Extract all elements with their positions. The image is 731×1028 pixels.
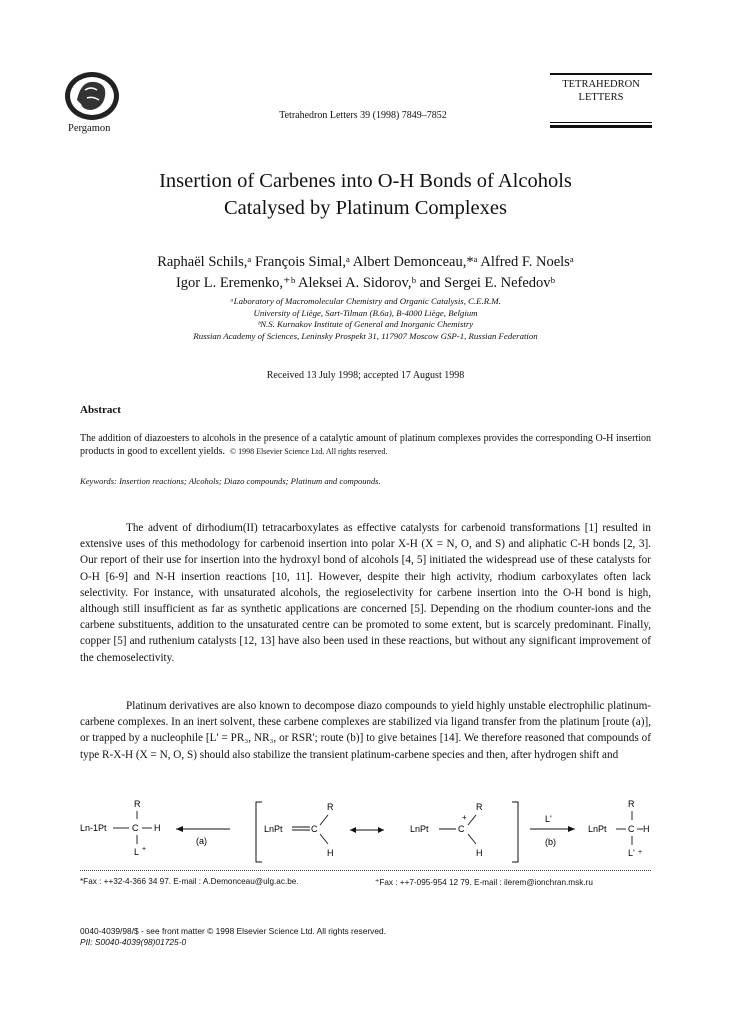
scheme-h: H (154, 823, 161, 833)
abstract-copyright: © 1998 Elsevier Science Ltd. All rights reserved. (229, 447, 388, 456)
svg-text:+: + (638, 849, 643, 856)
author-line: Igor L. Eremenko,⁺ᵇ Aleksei A. Sidorov,ᵇ and Sergei E. Nefedovᵇ (175, 275, 556, 291)
publisher-logo (63, 70, 121, 122)
article-title (80, 168, 651, 222)
scheme-l: L' (628, 848, 635, 858)
svg-text:+: + (142, 846, 147, 853)
received-dates: Received 13 July 1998; accepted 17 August 1998 (266, 370, 465, 381)
journal-name-line1: TETRAHEDRON (562, 79, 640, 90)
scheme-c: C (311, 824, 318, 834)
scheme-c: C (628, 824, 635, 834)
affiliation-line: ᵇN.S. Kurnakov Institute of General and Inorganic Chemistry (257, 319, 474, 329)
masthead-rule (550, 122, 652, 123)
scheme-r: R (327, 802, 334, 812)
abstract-text (80, 432, 651, 458)
title-line: Catalysed by Platinum Complexes (224, 197, 507, 219)
scheme-l-prime: L' (545, 814, 552, 824)
issn-line: 0040-4039/98/$ - see front matter © 1998 Elsevier Science Ltd. All rights reserved. (80, 926, 386, 936)
scheme-c: C (132, 823, 139, 833)
journal-name-line2: LETTERS (578, 92, 624, 103)
scheme-lnpt: LnPt (264, 824, 283, 834)
masthead-rule (550, 73, 652, 75)
scheme-h: H (643, 824, 650, 834)
scheme-lnpt: LnPt (588, 824, 607, 834)
scheme-r: R (134, 799, 141, 809)
scheme-route-b: (b) (545, 837, 556, 847)
scheme-route-a: (a) (196, 836, 207, 846)
front-matter (80, 926, 386, 948)
pii-line: PII: S0040-4039(98)01725-0 (80, 937, 187, 947)
author-list (80, 252, 651, 294)
scheme-r: R (628, 799, 635, 809)
scheme-l: L (134, 847, 140, 857)
footnote-divider (80, 870, 651, 871)
scheme-r: R (476, 802, 483, 812)
svg-text:+: + (462, 813, 467, 822)
masthead-rule (550, 125, 652, 128)
publisher-name: Pergamon (68, 123, 111, 134)
author-line: Raphaël Schils,ᵃ François Simal,ᵃ Albert Demonceau,*ᵃ Alfred F. Noelsᵃ (157, 254, 574, 270)
abstract-body: The addition of diazoesters to alcohols in the presence of a catalytic amount of platinum complexes provides the corresponding O-H insertion products in good to excellent yields. (80, 433, 651, 457)
body-paragraph: Platinum derivatives are also known to decompose diazo compounds to yield highly unstable electrophilic platinum-carbene complexes. In an inert solvent, these carbene complexes are stabilized via ligand transfer from the platinum [route (a)], or trapped by a nucleophile [L' = PR₃, NR₃, or RSR'; route (b)] to give betaines [14]. We therefore reasoned that compounds of type R-X-H (X = N, O, S) should also stabilize the transient platinum-carbene species and then, after hydrogen shift and (80, 700, 651, 761)
scheme-left-metal: Ln-1Pt (80, 823, 107, 833)
reaction-scheme (80, 798, 651, 872)
scheme-h: H (327, 848, 334, 858)
affiliation-line: Russian Academy of Sciences, Leninsky Prospekt 31, 117907 Moscow GSP-1, Russian Federation (193, 330, 538, 341)
body-paragraph: The advent of dirhodium(II) tetracarboxylates as effective catalysts for carbenoid transformations [1] resulted in extensive uses of this methodology for carbenoid insertion into polar X-H (X = N, O, and S) and aliphatic C-H bonds [2, 3]. Our report of their use for insertion into the hydroxyl bond of alcohols [4, 5] initiated the widespread use of these catalysts for O-H [6-9] and N-H insertion reactions [10, 11]. However, despite their high activity, rhodium carboxylates often lack selectivity. For instance, with unsaturated alcohols, the regioselectivity for carbene insertion into the O-H bond is high, although still insufficient as far as synthetic applications are concerned [5]. Depending on the rhodium counter-ions and the carbene substituents, addition to the unsaturated centre can be promoted to some extent, but is scarcely predominant. Finally, copper [5] and ruthenium catalysts [12, 13] have also been used in these reactions, but without any significant improvement of the chemoselectivity. (80, 522, 651, 664)
affiliation-line: University of Liège, Sart-Tilman (B.6a), B-4000 Liège, Belgium (253, 307, 478, 318)
affiliation-line: ᵃLaboratory of Macromolecular Chemistry and Organic Catalysis, C.E.R.M. (230, 296, 501, 306)
journal-masthead (550, 78, 652, 104)
affiliations (80, 296, 651, 342)
journal-reference: Tetrahedron Letters 39 (1998) 7849–7852 (279, 110, 447, 121)
title-line: Insertion of Carbenes into O-H Bonds of Alcohols (159, 170, 572, 192)
abstract-heading: Abstract (80, 404, 121, 416)
scheme-h: H (476, 848, 483, 858)
scheme-lnpt: LnPt (410, 824, 429, 834)
scheme-c: C (458, 824, 465, 834)
footnote-corresponding-b: ⁺Fax : ++7-095-954 12 79. E-mail : ilerem@ionchran.msk.ru (375, 878, 593, 887)
footnote-corresponding-a: *Fax : ++32-4-366 34 97. E-mail : A.Demonceau@ulg.ac.be. (80, 877, 299, 886)
keywords: Keywords: Insertion reactions; Alcohols; Diazo compounds; Platinum and compounds. (80, 476, 381, 486)
